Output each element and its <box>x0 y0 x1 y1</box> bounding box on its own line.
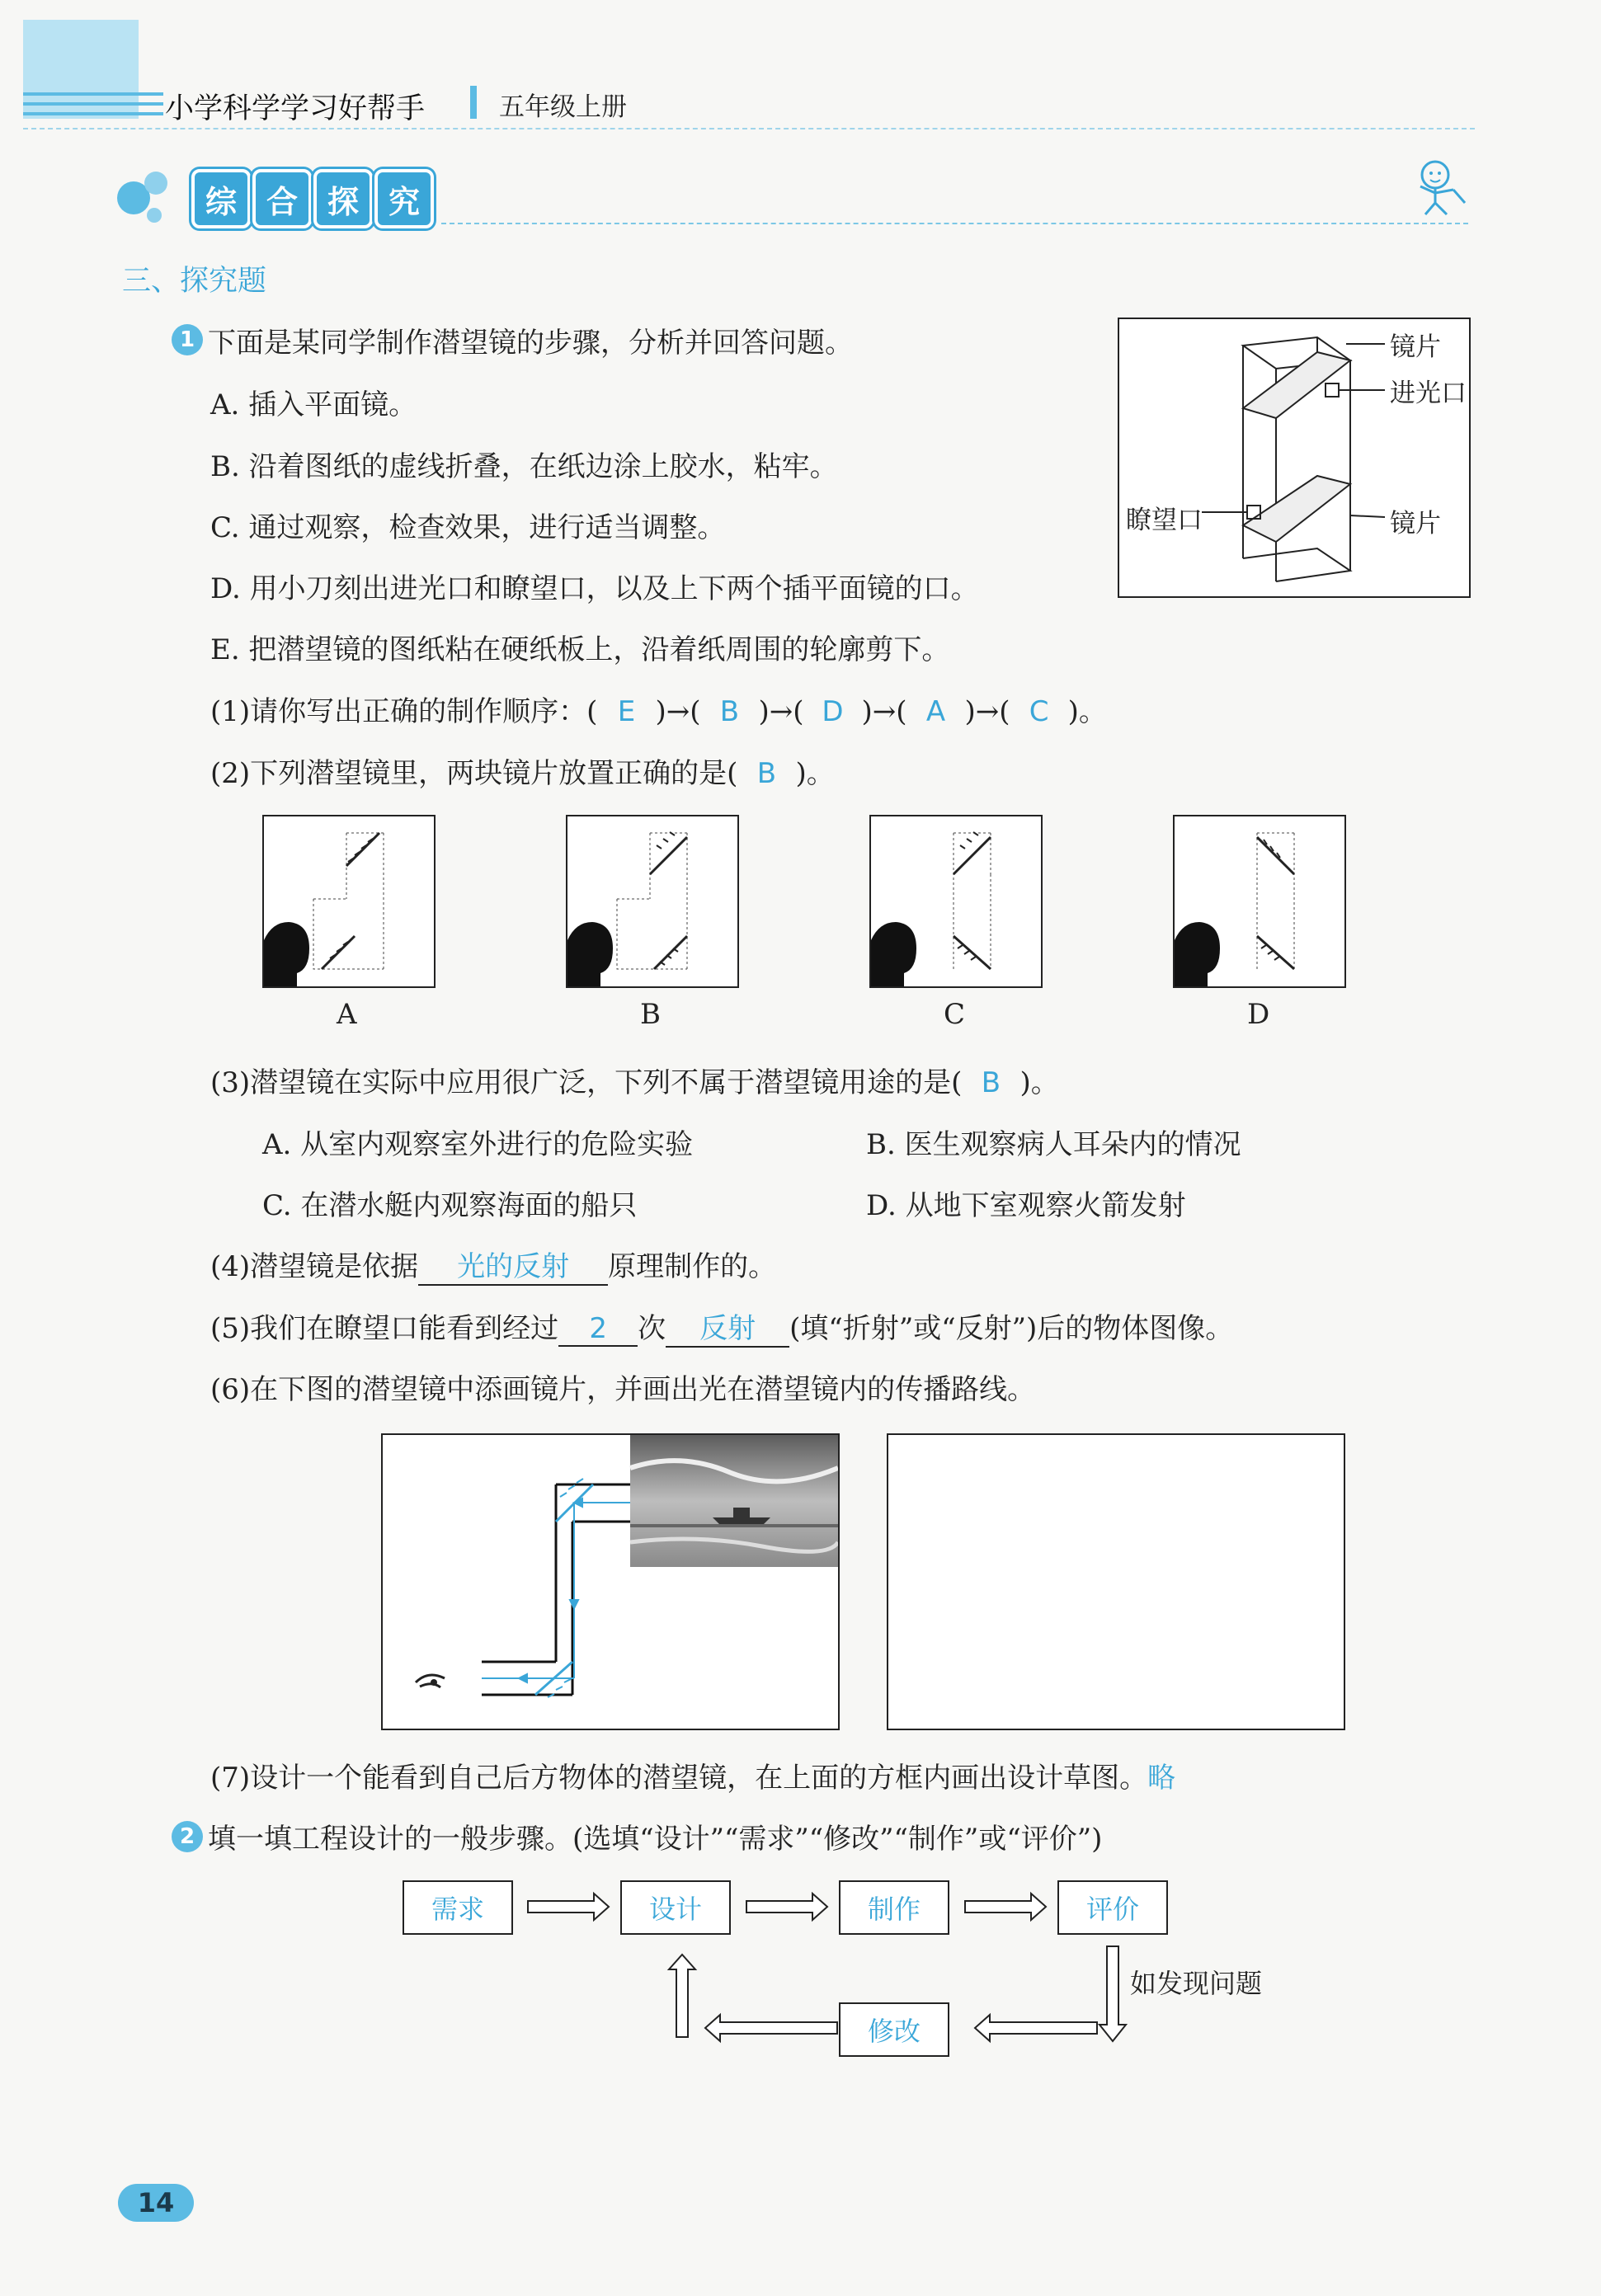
sub1-answer: A <box>925 695 946 728</box>
flow-step-evaluate: 评价 <box>1057 1880 1168 1935</box>
q2-text: 填一填工程设计的一般步骤。(选填“设计”“需求”“修改”“制作”或“评价”) <box>208 1823 1103 1856</box>
sub5-line <box>210 1306 1233 1348</box>
header-stripe <box>23 102 163 106</box>
book-title: 小学科学学习好帮手 <box>165 92 426 125</box>
periscope-drawing-figure <box>381 1433 840 1730</box>
flow-step-need: 需求 <box>403 1880 513 1935</box>
sub1-text: (1)请你写出正确的制作顺序： <box>210 695 587 728</box>
header-divider <box>470 86 477 119</box>
periscope-diagram <box>1118 318 1471 598</box>
banner-char: 合 <box>252 169 312 228</box>
label-light-in: 进光口 <box>1390 379 1467 408</box>
sub3-close: )。 <box>1019 1066 1059 1099</box>
choice-item: C. 在潜水艇内观察海面的船只 <box>262 1189 638 1222</box>
flow-step-design: 设计 <box>620 1880 731 1935</box>
sub1-answer: B <box>719 695 740 728</box>
flow-arrows <box>396 1864 1188 2078</box>
sub5-mid: 次 <box>638 1312 666 1345</box>
section-heading: 三、探究题 <box>122 265 267 298</box>
bubble-decoration <box>144 172 167 195</box>
choice-item: A. 从室内观察室外进行的危险实验 <box>262 1128 694 1161</box>
sub4-line <box>210 1244 776 1286</box>
cartoon-kid-icon <box>1402 153 1476 219</box>
option-label: D <box>1247 998 1270 1031</box>
header-stripe <box>23 112 163 115</box>
sub4-answer: 光的反射 <box>418 1244 608 1286</box>
grade-label: 五年级上册 <box>499 92 627 122</box>
sub2-line <box>210 750 835 791</box>
flow-note: 如发现问题 <box>1130 1968 1263 1999</box>
sub7-line <box>210 1755 1175 1795</box>
sub7-answer: 略 <box>1147 1762 1176 1795</box>
step-item: E. 把潜望镜的图纸粘在硬纸板上，沿着纸周围的轮廓剪下。 <box>210 633 950 666</box>
header-stripe <box>23 92 163 96</box>
flow-step-make: 制作 <box>839 1880 949 1935</box>
sub1-answer: D <box>822 695 844 728</box>
option-figure-c <box>869 815 1043 988</box>
sub1-answer: E <box>617 695 636 728</box>
banner-char: 探 <box>313 169 373 228</box>
flow-step-revise: 修改 <box>839 2002 949 2057</box>
sub2-text: (2)下列潜望镜里，两块镜片放置正确的是( <box>210 757 738 790</box>
question-number: 1 <box>172 324 203 355</box>
bubble-decoration <box>147 208 162 223</box>
sub1-answer: C <box>1029 695 1049 728</box>
option-label: B <box>640 998 661 1031</box>
question-intro: 下面是某同学制作潜望镜的步骤，分析并回答问题。 <box>208 327 853 360</box>
choice-item: B. 医生观察病人耳朵内的情况 <box>866 1128 1241 1161</box>
option-label: C <box>944 998 966 1031</box>
header-decoration <box>23 20 139 119</box>
sub7-text: (7)设计一个能看到自己后方物体的潜望镜，在上面的方框内画出设计草图。 <box>210 1762 1148 1795</box>
sub2-close: )。 <box>795 757 835 790</box>
label-eyepiece: 瞭望口 <box>1126 506 1203 535</box>
sub5-answer-count: 2 <box>558 1312 638 1347</box>
option-figure-d <box>1173 815 1346 988</box>
step-item: C. 通过观察，检查效果，进行适当调整。 <box>210 511 726 544</box>
sub4-post: 原理制作的。 <box>608 1250 777 1283</box>
step-item: A. 插入平面镜。 <box>210 388 417 421</box>
sub3-line <box>210 1060 1059 1100</box>
sub5-post: (填“折射”或“反射”)后的物体图像。 <box>789 1312 1234 1345</box>
question-number: 2 <box>172 1821 203 1852</box>
banner-dashed-line <box>441 223 1468 224</box>
header-dashed-line <box>23 128 1475 129</box>
design-sketch-box[interactable] <box>887 1433 1345 1730</box>
banner-char: 综 <box>191 169 251 228</box>
sub6-line: (6)在下图的潜望镜中添画镜片，并画出光在潜望镜内的传播路线。 <box>210 1373 1036 1406</box>
sub5-pre: (5)我们在瞭望口能看到经过 <box>210 1312 559 1345</box>
label-bottom-mirror: 镜片 <box>1390 509 1441 539</box>
sub5-answer-type: 反射 <box>666 1306 789 1348</box>
step-item: B. 沿着图纸的虚线折叠，在纸边涂上胶水，粘牢。 <box>210 450 838 483</box>
step-item: D. 用小刀刻出进光口和瞭望口，以及上下两个插平面镜的口。 <box>210 572 979 605</box>
sub3-text: (3)潜望镜在实际中应用很广泛，下列不属于潜望镜用途的是( <box>210 1066 963 1099</box>
sub1-close: 。 <box>1078 695 1107 728</box>
sub1-line: (1)请你写出正确的制作顺序：( E )→( B )→( D )→( A )→( C )。 <box>210 695 1107 728</box>
page-number: 14 <box>118 2184 194 2222</box>
label-top-mirror: 镜片 <box>1390 332 1441 362</box>
sub4-pre: (4)潜望镜是依据 <box>210 1250 419 1283</box>
sub3-answer: B <box>981 1066 1001 1099</box>
banner-char: 究 <box>374 169 434 228</box>
sub2-answer: B <box>756 757 777 790</box>
option-label: A <box>337 998 357 1031</box>
choice-item: D. 从地下室观察火箭发射 <box>866 1189 1186 1222</box>
option-figure-a <box>262 815 436 988</box>
option-figure-b <box>566 815 739 988</box>
